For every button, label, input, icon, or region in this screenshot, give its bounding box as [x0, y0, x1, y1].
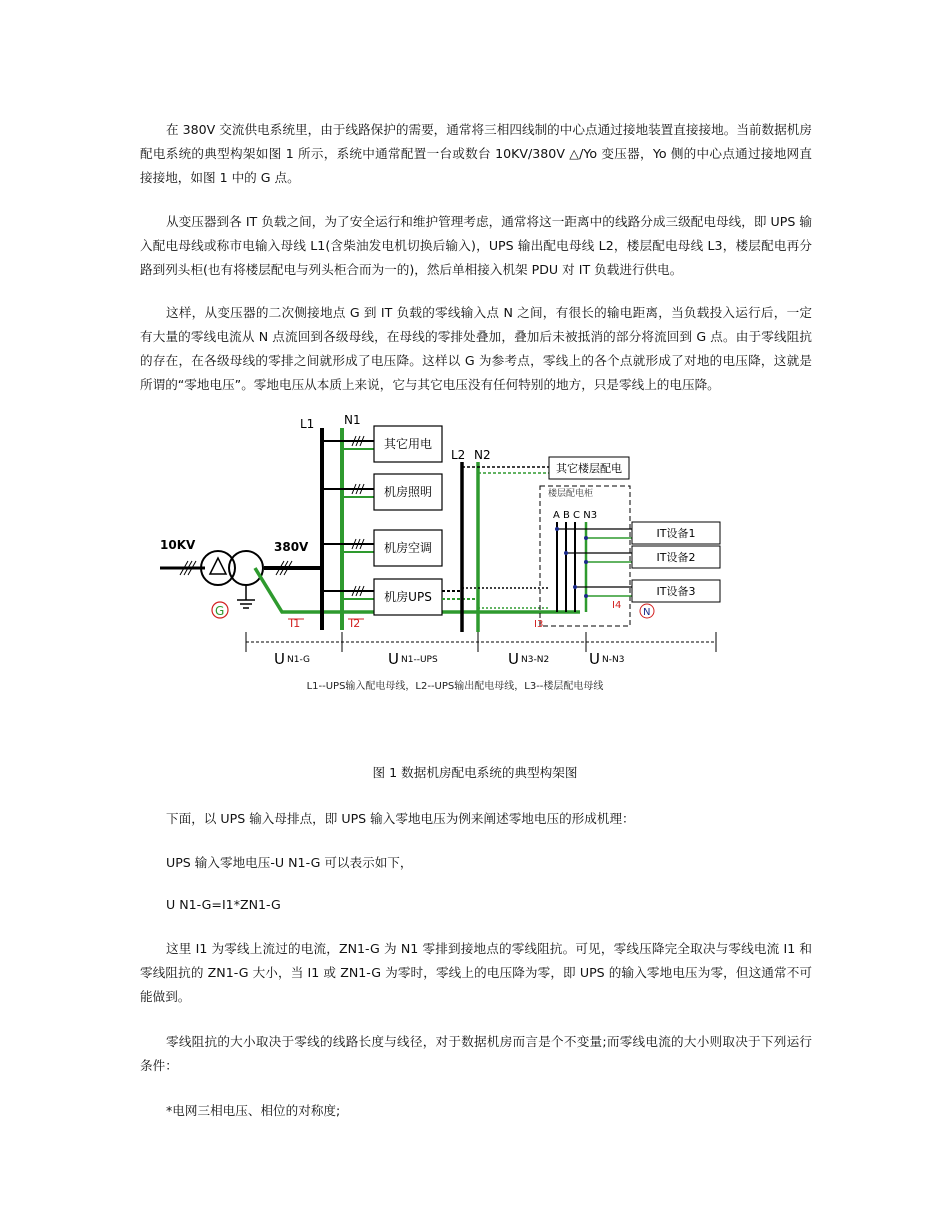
feeder-branches: [322, 441, 374, 599]
n-point-label: N: [643, 607, 651, 618]
paragraph-9: *电网三相电压、相位的对称度;: [166, 1103, 341, 1118]
u-n1-ups-sub: N1--UPS: [401, 655, 438, 665]
voltage-dimension-line: [246, 632, 716, 652]
box-it-3-label: IT设备3: [656, 585, 696, 598]
delta-symbol: [210, 558, 226, 574]
bus-l1-label: L1: [300, 417, 315, 431]
box-other-floor-label: 其它楼层配电: [556, 462, 622, 475]
box-label-0: 其它用电: [383, 437, 433, 451]
figure-caption: 图 1 数据机房配电系统的典型构架图: [372, 765, 578, 780]
l2-feeders: [462, 467, 550, 608]
diagram-legend-note: L1--UPS输入配电母线，L2--UPS输出配电母线，L3--楼层配电母线: [306, 681, 604, 692]
u-n1-g-main: U: [274, 650, 285, 668]
bus-n1-label: N1: [344, 413, 361, 427]
paragraph-4: 下面，以 UPS 输入母排点，即 UPS 输入零地电压为例来阐述零地电压的形成机理：: [166, 811, 635, 826]
u-n-n3-sub: N-N3: [602, 655, 625, 665]
box-it-2-label: IT设备2: [656, 551, 696, 564]
box-label-1: 机房照明: [383, 485, 433, 499]
current-i3-label: I3: [534, 619, 544, 630]
paragraph-2: 从变压器到各 IT 负载之间，为了安全运行和维护管理考虑，通常将这一距离中的线路分成三级配电母线，即 UPS 输入配电母线或称市电输入母线 L1(含柴油发电机切换后输入)，UPS 输出配电母线 L2，楼层配电母线 L3，楼层配电再分路到列头柜(也有将楼层配电与列头柜合而为一的)，然后单相接入机架 PDU 对 IT 负载进行供电。: [140, 214, 812, 277]
paragraph-7: 这里 I1 为零线上流过的电流，ZN1-G 为 N1 零排到接地点的零线阻抗。可见，零线压降完全取决与零线电流 I1 和零线阻抗的 ZN1-G 大小，当 I1 或 ZN1-G 为零时，零线上的电压降为零，即 UPS 的输入零地电压为零，但这通常不可能做到。: [140, 941, 812, 1004]
feeder-hatch: [352, 436, 364, 596]
floor-cabinet-label: 楼层配电柜: [548, 489, 594, 499]
u-n3-n2-sub: N3-N2: [521, 655, 550, 665]
current-i1-label: I1: [290, 617, 301, 630]
ground-point-label: G: [215, 604, 225, 618]
box-label-3: 机房UPS: [384, 590, 432, 604]
box-label-2: 机房空调: [383, 541, 433, 555]
lv-label: 380V: [274, 540, 309, 554]
bus-n2-label: N2: [474, 448, 491, 462]
u-n-n3-main: U: [589, 650, 600, 668]
paragraph-1: 在 380V 交流供电系统里，由于线路保护的需要，通常将三相四线制的中心点通过接地装置直接接地。当前数据机房配电系统的典型构架如图 1 所示，系统中通常配置一台或数台 10KV/380V △/Yo 变压器，Yo 侧的中心点通过接地网直接接地，如图 1 中的 G 点。: [140, 122, 812, 185]
current-i4-label: I4: [612, 600, 622, 611]
paragraph-5: UPS 输入零地电压-U N1-G 可以表示如下，: [166, 855, 413, 870]
bus-l2-label: L2: [451, 448, 466, 462]
u-n1-ups-main: U: [388, 650, 399, 668]
paragraph-3: 这样，从变压器的二次侧接地点 G 到 IT 负载的零线输入点 N 之间，有很长的输电距离，当负载投入运行后，一定有大量的零线电流从 N 点流回到各级母线，在母线的零排处叠加，叠加后未被抵消的部分将流回到 G 点。由于零线阻抗的存在，在各级母线的零排之间就形成了电压降。这样以 G 为参考点，零线上的各个点就形成了对地的电压降，这就是所谓的“零地电压”。零地电压从本质上来说，它与其它电压没有任何特别的地方，只是零线上的电压降。: [140, 305, 812, 392]
paragraph-8: 零线阻抗的大小取决于零线的线路长度与线径，对于数据机房而言是个不变量;而零线电流的大小则取决于下列运行条件：: [140, 1034, 812, 1073]
current-i2-label: I2: [350, 617, 361, 630]
u-n1-g-sub: N1-G: [287, 655, 311, 665]
it-feeders: [557, 529, 632, 596]
hv-label: 10KV: [160, 538, 196, 552]
u-n3-n2-main: U: [508, 650, 519, 668]
box-it-1-label: IT设备1: [656, 527, 696, 540]
paragraph-6: U N1-G=I1*ZN1-G: [166, 897, 281, 912]
abcn3-label: A B C N3: [553, 510, 598, 521]
